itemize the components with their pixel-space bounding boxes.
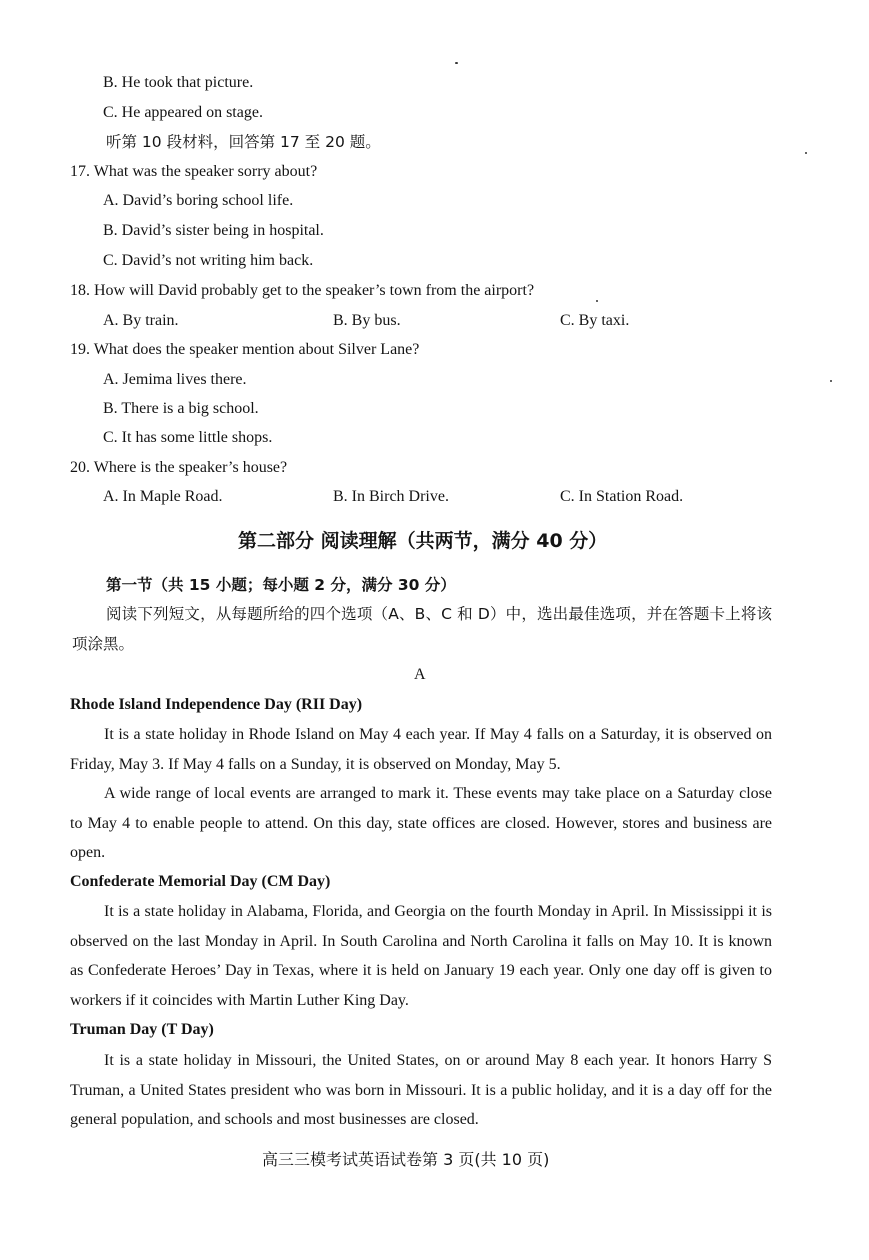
reading-instructions: 阅读下列短文，从每题所给的四个选项（A、B、C 和 D）中，选出最佳选项，并在答题卡上将该项涂黑。 [72,605,772,653]
part-two-title: 第二部分 阅读理解（共两节，满分 40 分） [238,530,608,552]
question-18-option-a: A. By train. [103,312,179,329]
question-20-option-a: A. In Maple Road. [103,488,223,505]
scan-speck [455,62,458,64]
question-19-stem: 19. What does the speaker mention about Silver Lane? [70,341,420,358]
scan-speck [830,380,832,382]
question-18-option-b: B. By bus. [333,312,401,329]
page-footer: 高三三模考试英语试卷第 3 页(共 10 页) [262,1150,550,1169]
truman-day-paragraph: It is a state holiday in Missouri, the United States, on or around May 8 each year. It honors Harry S Truman, a United States president who was born in Missouri. It is a public holiday, and it is a day off for the general population, and schools and most businesses are closed. [70,1052,772,1129]
scan-speck [805,152,807,154]
rii-day-heading: Rhode Island Independence Day (RII Day) [70,696,363,713]
truman-day-heading: Truman Day (T Day) [70,1021,214,1038]
question-20-stem: 20. Where is the speaker’s house? [70,459,288,476]
cm-day-paragraph: It is a state holiday in Alabama, Florida, and Georgia on the fourth Monday in April. In Mississippi it is observed on the last Monday in April. In South Carolina and North Carolina it falls on May 10. It is known as Confederate Heroes’ Day in Texas, where it is held on January 19 each year. Only one day off is given to workers if it coincides with Martin Luther King Day. [70,903,772,1009]
cm-day-heading: Confederate Memorial Day (CM Day) [70,873,331,890]
question-20-option-b: B. In Birch Drive. [333,488,449,505]
passage-label: A [414,666,426,683]
question-17-option-b: B. David’s sister being in hospital. [103,222,324,239]
rii-day-paragraph-2: A wide range of local events are arranged to mark it. These events may take place on a Saturday close to May 4 to enable people to attend. On this day, state offices are closed. However, stores and business are open. [70,785,772,862]
q16-option-c: C. He appeared on stage. [103,104,263,121]
scan-speck [596,300,598,302]
question-18-option-c: C. By taxi. [560,312,630,329]
question-17-stem: 17. What was the speaker sorry about? [70,163,318,180]
question-17-option-a: A. David’s boring school life. [103,192,294,209]
question-17-option-c: C. David’s not writing him back. [103,252,314,269]
question-19-option-b: B. There is a big school. [103,400,259,417]
question-19-option-a: A. Jemima lives there. [103,371,247,388]
q16-option-b: B. He took that picture. [103,74,254,91]
question-19-option-c: C. It has some little shops. [103,429,273,446]
section-one-title: 第一节（共 15 小题；每小题 2 分，满分 30 分） [106,576,456,594]
listening-section-intro: 听第 10 段材料，回答第 17 至 20 题。 [106,133,381,151]
question-18-stem: 18. How will David probably get to the speaker’s town from the airport? [70,282,535,299]
rii-day-paragraph-1: It is a state holiday in Rhode Island on May 4 each year. If May 4 falls on a Saturday, it is observed on Friday, May 3. If May 4 falls on a Sunday, it is observed on Monday, May 5. [70,726,772,773]
question-20-option-c: C. In Station Road. [560,488,684,505]
